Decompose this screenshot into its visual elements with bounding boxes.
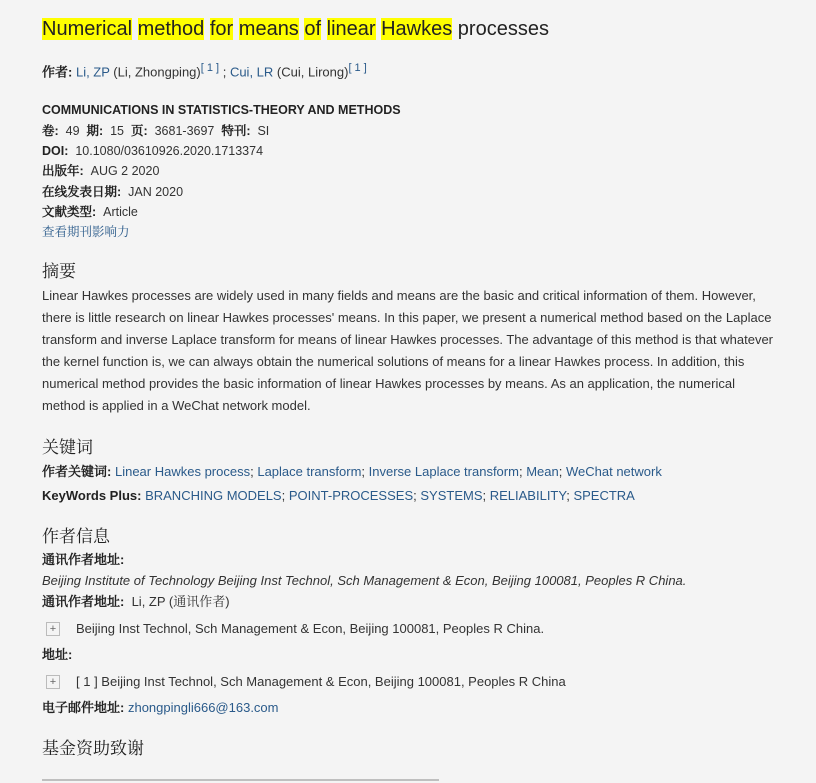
author-separator: ;	[219, 64, 230, 80]
keyword-separator: ;	[361, 464, 366, 480]
pubyear-value: AUG 2 2020	[90, 164, 160, 179]
special-issue-label: 特刊:	[221, 123, 251, 138]
email-link[interactable]: zhongpingli666@163.com	[127, 700, 279, 716]
title-highlighted-word: linear	[326, 18, 376, 40]
keywords-plus-label: KeyWords Plus:	[42, 488, 142, 504]
online-date-label: 在线发表日期:	[42, 184, 122, 199]
issue-label: 期:	[86, 123, 104, 138]
doctype-value: Article	[103, 204, 138, 219]
title-highlighted-word: means	[238, 18, 299, 40]
address-label: 地址:	[42, 647, 73, 663]
abstract-text: Linear Hawkes processes are widely used in many fields and means are the basic and critical information of them. However, there is little research on linear Hawkes processes' means. In this paper, we present a numerical method based on the Laplace transform and inverse Laplace transform for means of linear Hawkes processes. The advantage of this method is that whatever the kernel function is, we can always obtain the numerical solutions of means for a linear Hawkes process. In addition, this numerical method provides the basic information of linear Hawkes processes by means. As an application, the numerical method is applied in a WeChat network model.	[42, 288, 774, 414]
title-highlighted-word: method	[137, 18, 205, 40]
corresponding-organization: Beijing Institute of Technology Beijing Inst Technol, Sch Management & Econ, Beijing 100081, Peoples R China.	[42, 573, 687, 589]
title-highlighted-word: of	[304, 18, 322, 40]
funding-heading: 基金资助致谢	[42, 739, 144, 759]
corresponding-author-name: Li, ZP (通讯作者)	[131, 594, 230, 610]
keywords-plus-link[interactable]: SYSTEMS	[420, 488, 483, 504]
record-detail	[42, 12, 782, 761]
keywords-plus-link[interactable]: RELIABILITY	[489, 488, 567, 504]
volume-issue-pages	[42, 121, 782, 141]
authors-row	[42, 58, 782, 82]
journal-impact-link[interactable]: 查看期刊影响力	[42, 225, 130, 240]
keyword-separator: ;	[281, 488, 286, 504]
doi-row	[42, 141, 782, 161]
pages-value: 3681-3697	[154, 123, 215, 138]
pages-label: 页:	[130, 123, 148, 138]
issue-value: 15	[110, 123, 125, 138]
corresponding-author-row	[42, 591, 782, 612]
author-keyword-link[interactable]: Laplace transform	[257, 464, 362, 480]
keywords-plus-row	[42, 484, 782, 508]
special-issue-value: SI	[257, 123, 270, 138]
title-highlighted-word: Numerical	[42, 18, 133, 40]
address-text: [ 1 ] Beijing Inst Technol, Sch Management & Econ, Beijing 100081, Peoples R China	[76, 674, 566, 690]
author-keywords-row	[42, 460, 782, 484]
title-text: processes	[452, 18, 549, 40]
pubyear-label: 出版年:	[42, 164, 84, 179]
address-item	[42, 671, 782, 693]
pubyear-row	[42, 161, 782, 181]
funding-table-border	[42, 779, 439, 781]
keywords-plus-link[interactable]: POINT-PROCESSES	[288, 488, 414, 504]
keyword-separator: ;	[413, 488, 417, 504]
keywords-plus-link[interactable]: BRANCHING MODELS	[145, 488, 282, 504]
keyword-separator: ;	[558, 464, 563, 480]
author-aff-ref-li[interactable]: [ 1 ]	[200, 62, 220, 74]
abstract-heading: 摘要	[42, 262, 76, 282]
keyword-separator: ;	[250, 464, 254, 480]
expand-plus-icon[interactable]: +	[46, 675, 60, 689]
author-keyword-link[interactable]: Linear Hawkes process	[114, 464, 251, 480]
corresponding-address-label: 通讯作者地址:	[42, 552, 125, 568]
title-highlighted-word: for	[209, 18, 234, 40]
author-keyword-link[interactable]: WeChat network	[565, 464, 662, 480]
corresponding-address-text: Beijing Inst Technol, Sch Management & Econ, Beijing 100081, Peoples R China.	[76, 621, 545, 637]
doi-value: 10.1080/03610926.2020.1713374	[75, 143, 264, 158]
corresponding-address-item	[42, 618, 782, 640]
journal-name: COMMUNICATIONS IN STATISTICS-THEORY AND METHODS	[42, 103, 401, 118]
title-text	[321, 18, 327, 40]
keyword-separator: ;	[566, 488, 570, 504]
doctype-label: 文献类型:	[42, 204, 97, 219]
title-text	[132, 18, 138, 40]
authors-label: 作者:	[42, 64, 73, 80]
title-text	[233, 18, 239, 40]
corresponding-address-label-2: 通讯作者地址:	[42, 594, 125, 610]
keyword-separator: ;	[518, 464, 523, 480]
author-info-heading: 作者信息	[42, 527, 110, 547]
author-keyword-link[interactable]: Mean	[526, 464, 559, 480]
email-row	[42, 697, 782, 718]
online-date-value: JAN 2020	[128, 184, 184, 199]
record-title	[42, 14, 782, 44]
keywords-heading: 关键词	[42, 438, 93, 458]
volume-value: 49	[65, 123, 80, 138]
keyword-separator: ;	[482, 488, 487, 504]
author-fullname-cui: (Cui, Lirong)	[273, 64, 349, 80]
keywords-plus-link[interactable]: SPECTRA	[573, 488, 635, 504]
doctype-row	[42, 202, 782, 222]
email-label: 电子邮件地址:	[42, 700, 125, 716]
author-keyword-link[interactable]: Inverse Laplace transform	[368, 464, 519, 480]
title-highlighted-word: Hawkes	[381, 18, 453, 40]
doi-label: DOI:	[42, 143, 69, 158]
author-link-li[interactable]: Li, ZP	[75, 64, 110, 80]
volume-label: 卷:	[42, 123, 59, 138]
author-fullname-li: (Li, Zhongping)	[109, 64, 201, 80]
expand-plus-icon[interactable]: +	[46, 622, 60, 636]
author-aff-ref-cui[interactable]: [ 1 ]	[348, 62, 367, 74]
online-date-row	[42, 182, 782, 202]
source-info	[42, 100, 782, 242]
author-link-cui[interactable]: Cui, LR	[229, 64, 274, 80]
author-keywords-label: 作者关键词:	[42, 464, 112, 480]
